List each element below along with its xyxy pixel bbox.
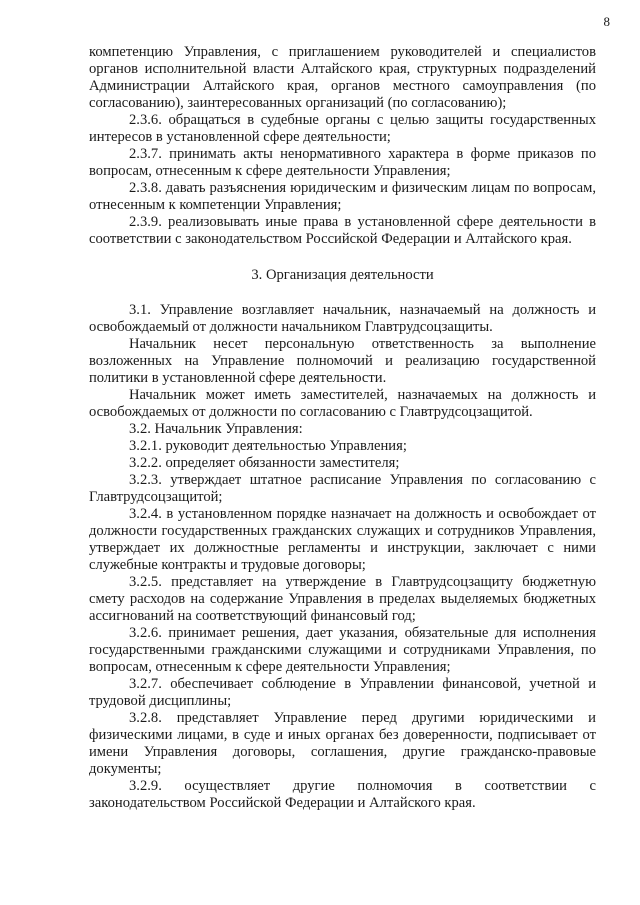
paragraph: 2.3.9. реализовывать иные права в установленной сфере деятельности в соответствии с законодательством Российской Федерации и Алтайского края. <box>89 214 596 247</box>
page-number: 8 <box>603 14 610 29</box>
paragraph: 3.2.3. утверждает штатное расписание Управления по согласованию с Главтрудсоцзащитой; <box>89 472 596 505</box>
paragraph: 3.2.6. принимает решения, дает указания, обязательные для исполнения государственными гражданскими служащими и сотрудниками Управления, по вопросам, отнесенным к сфере деятельности Управления; <box>89 625 596 675</box>
document-body <box>89 44 596 812</box>
paragraph: компетенцию Управления, с приглашением руководителей и специалистов органов исполнительной власти Алтайского края, структурных подразделений Администрации Алтайского края, органов местного самоуправления (по согласованию), заинтересованных организаций (по согласованию); <box>89 44 596 111</box>
paragraph: 3.2.1. руководит деятельностью Управления; <box>129 438 407 454</box>
paragraph: 3.1. Управление возглавляет начальник, назначаемый на должность и освобождаемый от должности начальником Главтрудсоцзащиты. <box>89 302 596 335</box>
paragraph: 2.3.6. обращаться в судебные органы с целью защиты государственных интересов в установленной сфере деятельности; <box>89 112 596 145</box>
paragraph: 3.2.2. определяет обязанности заместителя; <box>129 455 400 471</box>
paragraph: 2.3.7. принимать акты ненормативного характера в форме приказов по вопросам, отнесенным к сфере деятельности Управления; <box>89 146 596 179</box>
paragraph: 3.2.5. представляет на утверждение в Главтрудсоцзащиту бюджетную смету расходов на содержание Управления в пределах выделяемых бюджетных ассигнований на соответствующий финансовый год; <box>89 574 596 624</box>
paragraph: 3.2.9. осуществляет другие полномочия в соответствии с законодательством Российской Федерации и Алтайского края. <box>89 778 596 811</box>
paragraph: 3.2.8. представляет Управление перед другими юридическими и физическими лицами, в суде и иных органах без доверенности, подписывает от имени Управления договоры, соглашения, другие гражданско-правовые документы; <box>89 710 596 777</box>
paragraph: Начальник несет персональную ответственность за выполнение возложенных на Управление полномочий и реализацию государственной политики в установленной сфере деятельности. <box>89 336 596 386</box>
paragraph: 3.2.7. обеспечивает соблюдение в Управлении финансовой, учетной и трудовой дисциплины; <box>89 676 596 709</box>
paragraph: 3.2. Начальник Управления: <box>129 421 303 437</box>
paragraph: 2.3.8. давать разъяснения юридическим и физическим лицам по вопросам, отнесенным к компетенции Управления; <box>89 180 596 213</box>
paragraph: 3.2.4. в установленном порядке назначает на должность и освобождает от должности государственных гражданских служащих и сотрудников Управления, утверждает их должностные регламенты и инструкции, заключает с ними служебные контракты и трудовые договоры; <box>89 506 596 573</box>
section-title: 3. Организация деятельности <box>251 267 434 283</box>
paragraph: Начальник может иметь заместителей, назначаемых на должность и освобождаемых от должности по согласованию с Главтрудсоцзащитой. <box>89 387 596 420</box>
